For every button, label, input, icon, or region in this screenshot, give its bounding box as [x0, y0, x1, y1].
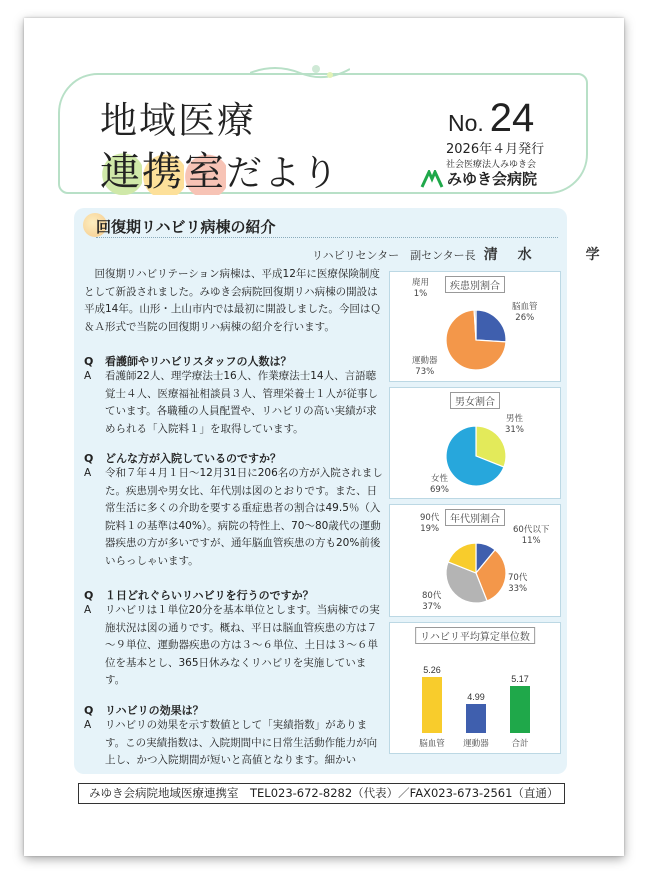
q-mark: Q: [84, 355, 94, 368]
bar-value-label: 5.26: [423, 665, 441, 675]
slice-label-80s: [422, 591, 441, 613]
answer-text: リハビリの効果を示す数値として「実績指数」があります。この実績指数は、入院期間中に日常生活動作能力が向上し、かつ入院期間が短いと高値となります。細かい: [105, 719, 378, 767]
slice-label-name: 70代: [508, 573, 528, 583]
title-char-1: 連: [100, 149, 142, 195]
slice-label-value: 33%: [508, 584, 528, 594]
question-text: 看護師やリハビリスタッフの人数は？: [105, 355, 292, 368]
chart-title: 男女割合: [450, 392, 500, 409]
issue-number: [448, 96, 534, 141]
title-char-2: 携: [142, 149, 184, 195]
bar-1: [466, 704, 486, 733]
slice-label-value: 31%: [505, 425, 524, 435]
title-char-3: 室: [184, 149, 226, 195]
slice-label-name: 女性: [430, 474, 448, 484]
answer-text: リハビリは１単位20分を基本単位とします。当病棟での実施状況は図の通りです。概ね、平日は脳血管疾患の方は７～９単位、運動器疾患の方は３～６単位、土日は３～６単位を基本とし、365日休みなくリハビリを実施しています。: [105, 604, 380, 687]
q-mark: Q: [84, 452, 94, 465]
slice-label-undouki: [412, 356, 438, 378]
q-mark: Q: [84, 589, 94, 602]
header-decoration: [250, 63, 350, 83]
slice-label-value: 73%: [415, 367, 435, 377]
author-dept: リハビリセンター 副センター長: [312, 249, 476, 262]
slice-label-haiyou: [412, 278, 429, 300]
author-name: 清水 学: [483, 247, 620, 263]
issue-value: 24: [489, 96, 535, 140]
issue-label: No.: [448, 110, 484, 136]
chart-disease-ratio: [389, 271, 561, 382]
bar-2: [510, 686, 530, 733]
question-4: [84, 702, 204, 718]
slice-label-value: 26%: [515, 313, 535, 323]
author-line: [312, 244, 620, 264]
intro-paragraph: 回復期リハビリテーション病棟は、平成12年に医療保険制度として新設されました。みゆき会病院回復期リハ病棟の開設は平成14年。山形・上山市内では最初に開設しました。今回はＱ＆Ａ形式で当院の回復期リハ病棟の紹介を行います。: [84, 268, 381, 333]
slice-label-value: 11%: [521, 536, 541, 546]
answer-3: [84, 602, 385, 690]
answer-2: [84, 465, 385, 571]
slice-label-value: 1%: [413, 289, 428, 299]
slice-label-value: 19%: [420, 524, 440, 534]
slice-label-name: 脳血管: [512, 302, 538, 312]
question-2: [84, 450, 281, 466]
hospital-name: [420, 168, 537, 189]
hospital-name-text: みゆき会病院: [447, 170, 538, 188]
slice-label-under60: [513, 525, 549, 547]
bar-category-label: 脳血管: [419, 739, 445, 749]
question-text: どんな方が入院しているのですか？: [105, 452, 281, 465]
issue-date: 2026年４月発行: [446, 142, 545, 157]
slice-label-name: 廃用: [412, 278, 430, 288]
chart-rehab-units: [389, 622, 561, 754]
a-mark: A: [84, 719, 92, 731]
section-divider: [96, 237, 558, 238]
a-mark: A: [84, 604, 92, 616]
answer-1: [84, 368, 385, 438]
slice-label-noukekkan: [512, 302, 538, 324]
bar-category-label: 運動器: [463, 739, 489, 749]
answer-text: 看護師22人、理学療法士16人、作業療法士14人、言語聴覚士４人、医療福祉相談員３人、管理栄養士１人が従事しています。各職種の人員配置や、リハビリの高い実績が求められる「入院料１」を取得しています。: [105, 370, 378, 435]
newsletter-title-line1: 地域医療: [100, 99, 256, 142]
corporation-name: 社会医療法人みゆき会: [446, 160, 537, 170]
question-text: リハビリの効果は？: [105, 704, 204, 717]
pie-slice-0: [476, 310, 506, 342]
question-1: [84, 353, 291, 369]
answer-text: 令和７年４月１日～12月31日に206名の方が入院されました。疾患別や男女比、年代別は図のとおりです。また、日常生活に多くの介助を要する重症患者の割合は49.5％（入院料１の基準は40%）。病院の特性上、70～80歳代の運動器疾患の方が多いですが、通年脳血管疾患の方も20%前後いらっしゃいます。: [105, 467, 383, 567]
bar-category-label: 合計: [511, 739, 529, 749]
slice-label-female: [430, 474, 449, 496]
slice-label-name: 運動器: [412, 356, 438, 366]
slice-label-value: 69%: [430, 485, 449, 495]
a-mark: A: [84, 370, 92, 382]
slice-label-name: 60代以下: [513, 525, 550, 535]
slice-label-name: 男性: [505, 414, 523, 424]
chart-title: 疾患別割合: [445, 276, 505, 293]
bar-value-label: 4.99: [467, 692, 485, 702]
bar-value-label: 5.17: [511, 674, 529, 684]
contact-footer: みゆき会病院地域医療連携室 TEL023-672-8282（代表）／FAX023-673-2561（直通）: [78, 783, 565, 804]
hospital-logo-icon: [420, 170, 444, 188]
chart-sex-ratio: [389, 387, 561, 499]
title-kana: だより: [226, 153, 341, 194]
chart-title: 年代別割合: [445, 509, 505, 526]
question-3: [84, 587, 314, 603]
section-title: 回復期リハビリ病棟の紹介: [96, 218, 276, 236]
slice-label-value: 37%: [422, 602, 442, 612]
a-mark: A: [84, 467, 92, 479]
newsletter-title-line2: [100, 140, 340, 197]
slice-label-name: 90代: [420, 513, 440, 523]
slice-label-name: 80代: [422, 591, 442, 601]
bar-0: [422, 677, 442, 733]
slice-label-70s: [508, 573, 527, 595]
question-text: １日どれぐらいリハビリを行うのですか？: [105, 589, 314, 602]
answer-4: [84, 717, 385, 770]
q-mark: Q: [84, 704, 94, 717]
bar-group: [419, 665, 530, 749]
chart-age-ratio: [389, 504, 561, 617]
chart-title: リハビリ平均算定単位数: [415, 627, 535, 644]
slice-label-male: [505, 414, 524, 436]
slice-label-90s: [420, 513, 439, 535]
